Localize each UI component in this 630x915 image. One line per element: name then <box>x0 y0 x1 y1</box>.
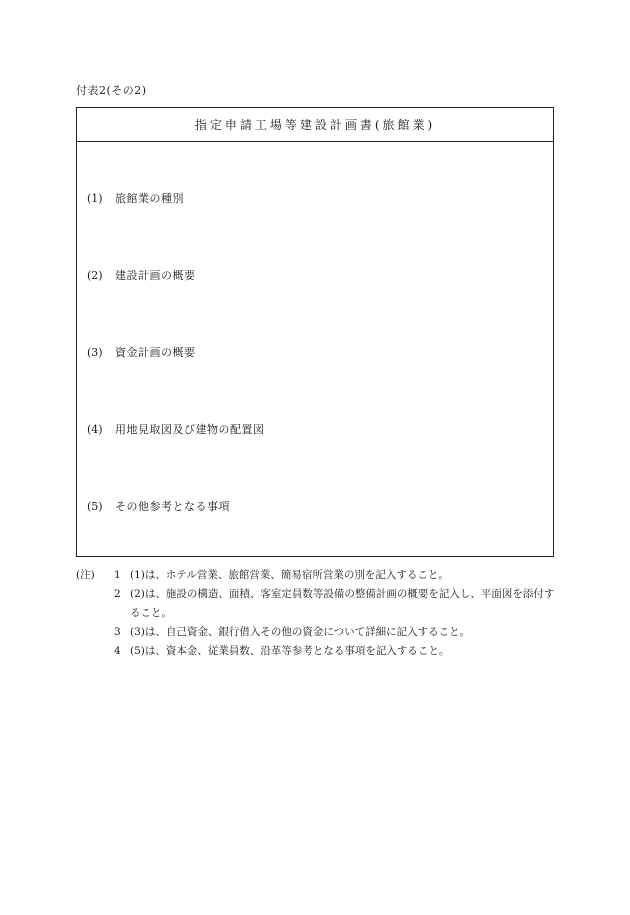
form-table <box>76 107 554 557</box>
form-item-5 <box>87 498 230 514</box>
form-item-1 <box>87 190 184 206</box>
note-1 <box>114 566 556 585</box>
item-number: (5) <box>87 500 103 513</box>
note-2 <box>114 585 556 623</box>
note-text: (5)は、資本金、従業員数、沿革等参考となる事項を記入すること。 <box>130 645 450 657</box>
item-label: 用地見取図及び建物の配置図 <box>115 423 265 436</box>
note-4 <box>114 642 556 661</box>
item-number: (3) <box>87 346 103 359</box>
form-item-4 <box>87 421 265 437</box>
note-text: (1)は、ホテル営業、旅館営業、簡易宿所営業の別を記入すること。 <box>130 569 449 581</box>
note-number: 4 <box>114 645 121 657</box>
note-number: 2 <box>114 588 121 600</box>
item-number: (4) <box>87 423 103 436</box>
item-label: 資金計画の概要 <box>115 346 196 359</box>
item-number: (1) <box>87 192 103 205</box>
item-label: 旅館業の種別 <box>115 192 184 205</box>
notes-heading: (注) <box>76 569 95 581</box>
form-item-3 <box>87 344 196 360</box>
note-number: 3 <box>114 626 121 638</box>
note-3 <box>114 623 556 642</box>
item-label: 建設計画の概要 <box>115 269 196 282</box>
form-item-2 <box>87 267 196 283</box>
attachment-label: 付表2(その2) <box>76 84 147 97</box>
note-text: (2)は、施設の構造、面積、客室定員数等設備の整備計画の概要を記入し、平面図を添付すること。 <box>130 588 555 619</box>
note-number: 1 <box>114 569 121 581</box>
item-number: (2) <box>87 269 103 282</box>
form-title: 指定申請工場等建設計画書(旅館業) <box>77 108 553 142</box>
item-label: その他参考となる事項 <box>115 500 230 513</box>
note-text: (3)は、自己資金、銀行借入その他の資金について詳細に記入すること。 <box>130 626 471 638</box>
